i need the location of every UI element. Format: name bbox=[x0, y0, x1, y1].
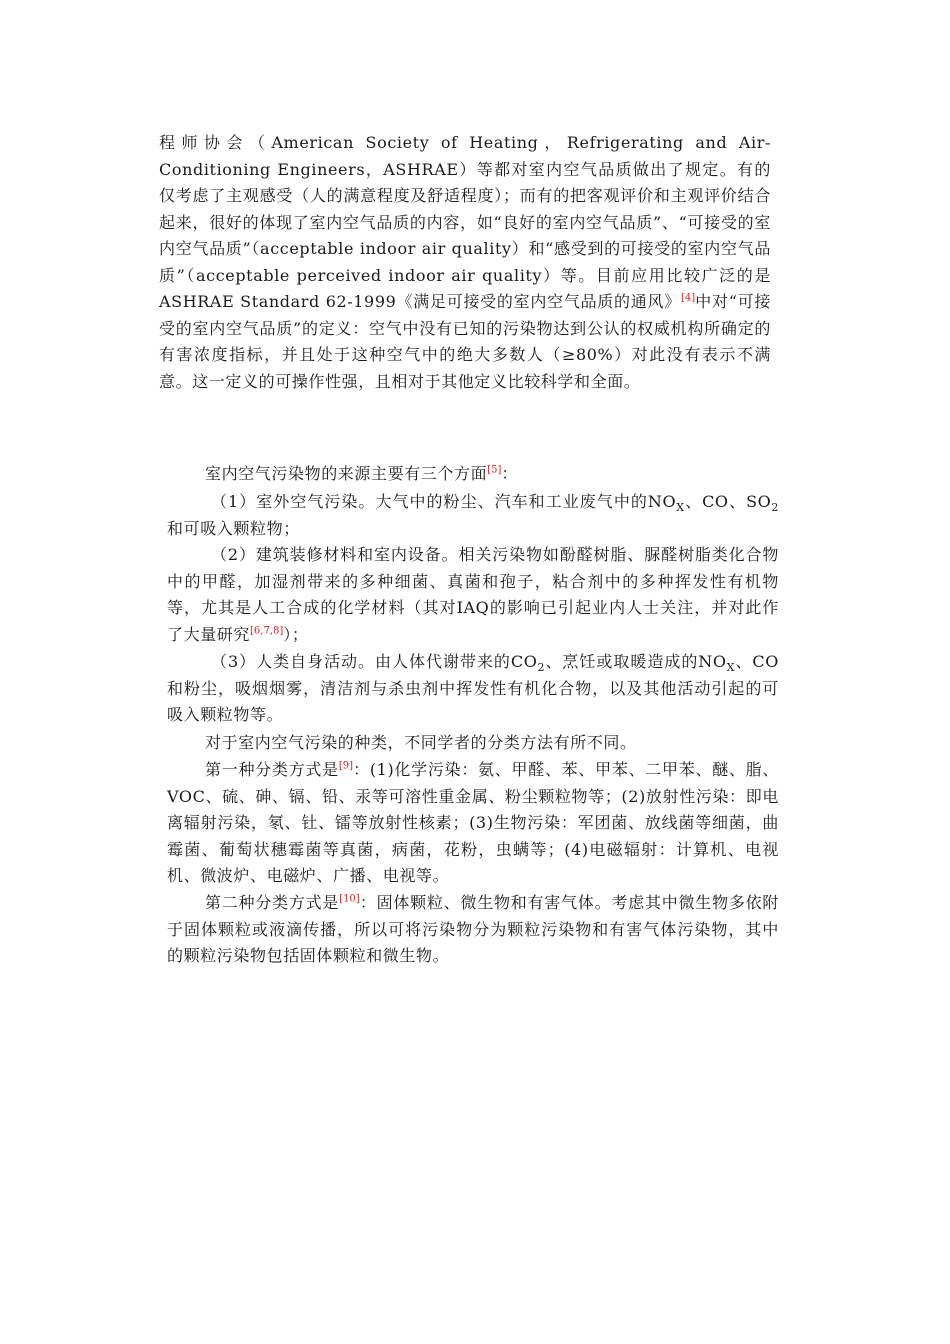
paragraph-ashrae-definition bbox=[159, 130, 771, 395]
reference-10[interactable]: [10] bbox=[339, 893, 360, 905]
reference-5[interactable]: [5] bbox=[487, 464, 502, 476]
paragraph-classification-second bbox=[167, 890, 779, 970]
paragraph-classification-intro bbox=[205, 730, 779, 757]
paragraph-text: （1）室外空气污染。大气中的粉尘、汽车和工业废气中的NO bbox=[211, 492, 677, 511]
paragraph-text: ：(1)化学污染：氨、甲醛、苯、甲苯、二甲苯、醚、脂、VOC、硫、砷、镉、铅、汞等可溶性重金属、粉尘颗粒物等；(2)放射性污染：即电离辐射污染，氡、钍、镭等放射性核素；(3)生物污染：军团菌、放线菌等细菌，曲霉菌、葡萄状穗霉菌等真菌，病菌，花粉，虫螨等；(4)电磁辐射：计算机、电视机、微波炉、电磁炉、广播、电视等。 bbox=[167, 760, 779, 885]
reference-9[interactable]: [9] bbox=[338, 760, 353, 772]
paragraph-text: 、CO和粉尘，吸烟烟雾，清洁剂与杀虫剂中挥发性有机化合物，以及其他活动引起的可吸入颗粒物等。 bbox=[167, 652, 779, 724]
paragraph-text: 程师协会（American Society of Heating，Refrigerating and Air-Conditioning Engineers，ASHRAE）等都对室内空气品质做出了规定。有的仅考虑了主观感受（人的满意程度及舒适程度）；而有的把客观评价和主观评价结合起来，很好的体现了室内空气品质的内容，如“良好的室内空气品质”、“可接受的室内空气品质”（acceptable indoor air quality）和“感受到的可接受的室内空气品质”（acceptable perceived indoor air quality）等。目前应用比较广泛的是 ASHRAE Standard 62-1999《满足可接受的室内空气品质的通风》 bbox=[159, 133, 771, 311]
subscript-x: X bbox=[726, 661, 736, 675]
reference-4[interactable]: [4] bbox=[680, 292, 696, 304]
paragraph-text: 第一种分类方式是 bbox=[205, 760, 339, 779]
paragraph-text: 对于室内空气污染的种类，不同学者的分类方法有所不同。 bbox=[205, 733, 637, 752]
subscript-2: 2 bbox=[537, 661, 546, 675]
paragraph-text: 中对“可接受的室内空气品质”的定义：空气中没有已知的污染物达到公认的权威机构所确定的有害浓度指标，并且处于这种空气中的绝大多数人（≥80%）对此没有表示不满意。这一定义的可操作性强，且相对于其他定义比较科学和全面。 bbox=[159, 292, 771, 391]
paragraph-text: 、烹饪或取暖造成的NO bbox=[545, 652, 727, 671]
paragraph-source-human bbox=[167, 649, 779, 729]
reference-6-7-8[interactable]: [6,7,8] bbox=[250, 625, 284, 637]
paragraph-pollution-sources-intro bbox=[205, 461, 771, 488]
paragraph-text: 、CO、SO bbox=[684, 492, 772, 511]
paragraph-text: ：固体颗粒、微生物和有害气体。考虑其中微生物多依附于固体颗粒或液滴传播，所以可将污染物分为颗粒污染物和有害气体污染物，其中的颗粒污染物包括固体颗粒和微生物。 bbox=[167, 893, 779, 965]
paragraph-text: （2）建筑装修材料和室内设备。相关污染物如酚醛树脂、脲醛树脂类化合物中的甲醛，加湿剂带来的多种细菌、真菌和孢子，粘合剂中的多种挥发性有机物等，尤其是人工合成的化学材料（其对IAQ的影响已引起业内人士关注，并对此作了大量研究 bbox=[167, 545, 779, 644]
subscript-2: 2 bbox=[771, 501, 779, 515]
paragraph-text: 室内空气污染物的来源主要有三个方面 bbox=[205, 464, 488, 483]
paragraph-source-outdoor bbox=[167, 489, 779, 542]
paragraph-text: ： bbox=[501, 464, 518, 483]
paragraph-text: 第二种分类方式是 bbox=[205, 893, 340, 912]
paragraph-text: 和可吸入颗粒物； bbox=[167, 518, 300, 538]
paragraph-source-building bbox=[167, 542, 779, 648]
subscript-x: X bbox=[676, 501, 685, 515]
paragraph-classification-first bbox=[167, 757, 779, 890]
paragraph-text: ）； bbox=[283, 624, 309, 644]
paragraph-text: （3）人类自身活动。由人体代谢带来的CO bbox=[211, 652, 538, 671]
